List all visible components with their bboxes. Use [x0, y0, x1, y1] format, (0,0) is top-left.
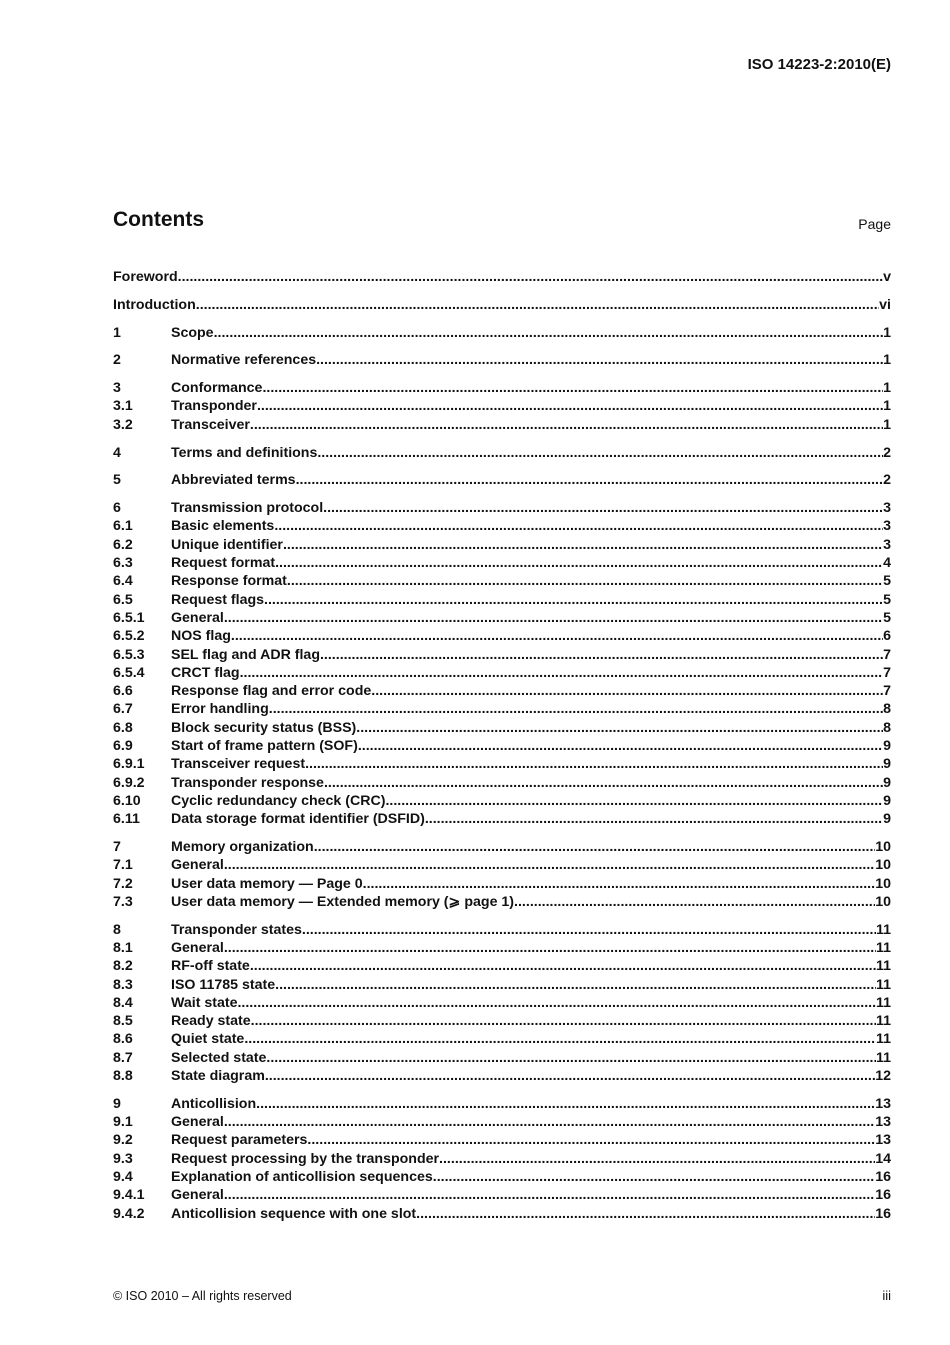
toc-entry-title: Transponder response	[171, 774, 324, 791]
toc-entry-page: 10	[875, 857, 891, 874]
toc-entry[interactable]	[113, 1168, 891, 1186]
toc-entry-number: 3.2	[113, 416, 133, 433]
toc-entry-page: 11	[876, 976, 891, 993]
toc-entry[interactable]	[113, 856, 891, 874]
toc-entry-number: 9.1	[113, 1114, 133, 1131]
page-column-label: Page	[858, 216, 891, 232]
toc-dot-leader	[269, 700, 883, 718]
toc-entry[interactable]	[113, 1067, 891, 1085]
toc-entry-page: 7	[883, 646, 891, 663]
toc-entry-page: 9	[883, 756, 891, 773]
toc-dot-leader	[274, 517, 883, 535]
toc-entry[interactable]	[113, 416, 891, 434]
toc-dot-leader	[237, 994, 876, 1012]
toc-entry[interactable]	[113, 1095, 891, 1113]
toc-entry[interactable]	[113, 1049, 891, 1067]
toc-entry[interactable]	[113, 994, 891, 1012]
toc-entry-title: Error handling	[171, 701, 269, 718]
toc-entry-number: 5	[113, 472, 121, 489]
toc-entry-number: 9.3	[113, 1150, 133, 1167]
toc-entry-page: 7	[883, 664, 891, 681]
toc-entry-page: 11	[876, 1049, 891, 1066]
toc-dot-leader	[244, 1030, 876, 1048]
toc-entry-number: 9.4.1	[113, 1187, 145, 1204]
toc-dot-leader	[251, 1012, 876, 1030]
toc-entry-title: Anticollision sequence with one slot	[171, 1205, 417, 1222]
toc-entry-title: General	[171, 940, 224, 956]
toc-entry[interactable]	[113, 499, 891, 517]
toc-dot-leader	[439, 1150, 875, 1168]
toc-dot-leader	[358, 737, 883, 755]
toc-entry[interactable]	[113, 1186, 891, 1204]
toc-entry-number: 7.1	[113, 857, 133, 874]
toc-entry[interactable]	[113, 1150, 891, 1168]
toc-entry[interactable]	[113, 517, 891, 535]
toc-entry-number: 6.9.2	[113, 774, 145, 791]
toc-entry-title: RF-off state	[171, 958, 250, 975]
toc-entry-number: 6.5.3	[113, 646, 145, 663]
toc-entry[interactable]	[113, 737, 891, 755]
toc-entry-title: Foreword	[113, 269, 178, 285]
toc-entry-number: 8.4	[113, 994, 133, 1011]
toc-entry-title: Terms and definitions	[171, 444, 318, 461]
toc-entry-title: Transceiver request	[171, 756, 306, 773]
toc-entry-page: 3	[883, 536, 891, 553]
toc-entry-title: Conformance	[171, 380, 263, 397]
toc-entry-number: 8.3	[113, 976, 133, 993]
toc-entry-title: Response flag and error code	[171, 683, 372, 700]
toc-entry-number: 8.5	[113, 1013, 133, 1030]
toc-entry-page: 1	[883, 398, 891, 415]
toc-entry-title: General	[171, 1114, 224, 1131]
toc-entry-page: 16	[875, 1169, 891, 1186]
toc-entry[interactable]	[113, 893, 891, 911]
toc-entry-title: Abbreviated terms	[171, 472, 296, 489]
toc-entry[interactable]	[113, 554, 891, 572]
toc-entry-number: 6.6	[113, 683, 133, 700]
toc-dot-leader	[305, 755, 883, 773]
toc-entry[interactable]	[113, 921, 891, 939]
toc-entry-number: 6	[113, 500, 121, 517]
toc-entry[interactable]	[113, 444, 891, 462]
toc-entry[interactable]	[113, 1012, 891, 1030]
toc-entry-page: 9	[883, 792, 891, 809]
toc-entry-page: 7	[883, 683, 891, 700]
toc-entry-page: 13	[875, 1095, 891, 1112]
toc-entry-number: 6.4	[113, 573, 133, 590]
toc-entry-title: Block security status (BSS)	[171, 719, 357, 736]
toc-entry-title: General	[171, 609, 224, 626]
toc-entry-page: 9	[883, 738, 891, 755]
toc-entry-page: 1	[883, 352, 891, 369]
toc-entry-number: 8.7	[113, 1049, 133, 1066]
toc-dot-leader	[314, 838, 876, 856]
toc-entry[interactable]	[113, 572, 891, 590]
toc-dot-leader	[275, 976, 876, 994]
toc-entry-title: User data memory — Page 0	[171, 875, 363, 892]
toc-entry-page: 16	[875, 1205, 891, 1222]
toc-dot-leader	[385, 792, 883, 810]
toc-entry-number: 8.6	[113, 1031, 133, 1048]
toc-entry-number: 6.10	[113, 792, 141, 809]
toc-dot-leader	[214, 324, 884, 342]
toc-entry-page: 2	[883, 472, 891, 489]
toc-entry-number: 6.9.1	[113, 756, 145, 773]
toc-entry-title: Unique identifier	[171, 536, 283, 553]
toc-dot-leader	[283, 536, 883, 554]
toc-entry[interactable]	[113, 324, 891, 342]
toc-entry-number: 1	[113, 324, 121, 341]
toc-entry-title: Basic elements	[171, 518, 275, 535]
toc-entry-title: Request processing by the transponder	[171, 1150, 440, 1167]
toc-entry-page: 5	[883, 609, 891, 626]
toc-entry-number: 4	[113, 444, 121, 461]
toc-dot-leader	[324, 774, 883, 792]
toc-dot-leader	[287, 572, 883, 590]
toc-entry-page: 8	[883, 719, 891, 736]
toc-entry-page: 12	[875, 1068, 891, 1085]
toc-entry-page: 2	[883, 444, 891, 461]
toc-entry[interactable]	[113, 296, 891, 314]
toc-entry[interactable]	[113, 1113, 891, 1131]
toc-entry-number: 7.3	[113, 893, 133, 910]
toc-entry[interactable]	[113, 471, 891, 489]
toc-dot-leader	[316, 351, 883, 369]
toc-entry-page: 10	[875, 839, 891, 856]
toc-entry-page: vi	[879, 296, 891, 313]
toc-entry[interactable]	[113, 627, 891, 645]
toc-dot-leader	[224, 1186, 875, 1204]
toc-dot-leader	[256, 1095, 875, 1113]
toc-dot-leader	[224, 856, 875, 874]
toc-entry[interactable]	[113, 609, 891, 627]
table-of-contents	[113, 268, 891, 1223]
document-id: ISO 14223-2:2010(E)	[747, 56, 891, 73]
toc-dot-leader	[371, 682, 883, 700]
toc-entry-page: 13	[875, 1132, 891, 1149]
toc-entry-title: Normative references	[171, 352, 317, 369]
toc-dot-leader	[433, 1168, 875, 1186]
toc-dot-leader	[266, 1049, 876, 1067]
toc-dot-leader	[363, 875, 876, 893]
toc-dot-leader	[264, 591, 883, 609]
toc-entry-page: 11	[876, 958, 891, 975]
toc-entry-title: State diagram	[171, 1068, 265, 1085]
toc-dot-leader	[323, 499, 883, 517]
toc-dot-leader	[416, 1205, 875, 1223]
toc-entry[interactable]	[113, 792, 891, 810]
toc-entry-page: v	[883, 269, 891, 285]
toc-entry-title: Start of frame pattern (SOF)	[171, 738, 358, 755]
toc-entry-page: 1	[883, 324, 891, 341]
toc-dot-leader	[514, 893, 875, 911]
toc-entry-number: 3	[113, 380, 121, 397]
toc-entry-page: 11	[876, 994, 891, 1011]
toc-entry[interactable]	[113, 755, 891, 773]
toc-dot-leader	[250, 416, 883, 434]
toc-entry-title: Transponder	[171, 398, 257, 415]
toc-entry-page: 1	[883, 380, 891, 397]
toc-dot-leader	[231, 627, 883, 645]
toc-entry-page: 5	[883, 573, 891, 590]
toc-dot-leader	[240, 664, 884, 682]
toc-entry-title: Ready state	[171, 1013, 251, 1030]
toc-dot-leader	[224, 1113, 875, 1131]
toc-entry-title: Scope	[171, 324, 214, 341]
toc-entry-title: Wait state	[171, 994, 238, 1011]
toc-entry-title: Transmission protocol	[171, 500, 324, 517]
toc-entry[interactable]	[113, 351, 891, 369]
toc-entry-page: 3	[883, 500, 891, 517]
toc-entry-title: Memory organization	[171, 839, 314, 856]
toc-entry-page: 14	[875, 1150, 891, 1167]
toc-entry-number: 9.4.2	[113, 1205, 145, 1222]
toc-dot-leader	[178, 268, 883, 286]
toc-entry[interactable]	[113, 379, 891, 397]
toc-entry-title: Quiet state	[171, 1031, 245, 1048]
toc-entry-number: 6.9	[113, 738, 133, 755]
toc-dot-leader	[356, 719, 883, 737]
toc-entry-number: 6.8	[113, 719, 133, 736]
toc-entry-number: 6.5.4	[113, 664, 145, 681]
toc-entry-page: 3	[883, 518, 891, 535]
toc-entry-number: 8	[113, 921, 121, 938]
toc-entry[interactable]	[113, 397, 891, 415]
toc-entry-title: Cyclic redundancy check (CRC)	[171, 792, 386, 809]
toc-entry-number: 8.2	[113, 958, 133, 975]
toc-entry[interactable]	[113, 268, 891, 286]
toc-entry-page: 11	[876, 1013, 891, 1030]
toc-entry-title: General	[171, 857, 224, 874]
toc-entry-number: 6.2	[113, 536, 133, 553]
toc-entry-number: 9.4	[113, 1169, 133, 1186]
toc-entry[interactable]	[113, 774, 891, 792]
toc-entry[interactable]	[113, 719, 891, 737]
toc-entry-page: 11	[876, 1031, 891, 1048]
toc-entry-page: 9	[883, 811, 891, 828]
toc-dot-leader	[307, 1131, 875, 1149]
toc-entry-page: 4	[883, 555, 891, 572]
toc-entry-title: Data storage format identifier (DSFID)	[171, 811, 425, 828]
toc-entry-page: 6	[883, 628, 891, 645]
toc-entry-page: 5	[883, 591, 891, 608]
toc-dot-leader	[196, 296, 879, 314]
toc-dot-leader	[302, 921, 876, 939]
toc-entry-number: 8.1	[113, 940, 133, 956]
toc-entry-title: NOS flag	[171, 628, 231, 645]
toc-entry[interactable]	[113, 700, 891, 718]
page-number: iii	[882, 1288, 891, 1303]
toc-entry-number: 3.1	[113, 398, 133, 415]
toc-entry-number: 2	[113, 352, 121, 369]
toc-entry-number: 7	[113, 839, 121, 856]
toc-dot-leader	[317, 444, 883, 462]
toc-entry-title: Introduction	[113, 296, 196, 313]
toc-entry[interactable]	[113, 810, 891, 828]
toc-entry-page: 13	[875, 1114, 891, 1131]
toc-entry-number: 7.2	[113, 875, 133, 892]
toc-entry-title: Request flags	[171, 591, 265, 608]
toc-dot-leader	[265, 1067, 875, 1085]
toc-entry-title: User data memory — Extended memory (⩾ page 1)	[171, 893, 515, 910]
toc-dot-leader	[296, 471, 884, 489]
toc-dot-leader	[224, 939, 876, 957]
toc-entry-number: 8.8	[113, 1068, 133, 1085]
toc-dot-leader	[262, 379, 883, 397]
toc-entry-number: 6.5.2	[113, 628, 145, 645]
toc-entry-title: Request format	[171, 555, 276, 572]
toc-dot-leader	[425, 810, 883, 828]
toc-entry-page: 11	[876, 940, 891, 956]
toc-entry[interactable]	[113, 1131, 891, 1149]
toc-entry-title: General	[171, 1187, 224, 1204]
toc-entry-page: 9	[883, 774, 891, 791]
toc-entry-title: Request parameters	[171, 1132, 308, 1149]
toc-entry-page: 10	[875, 875, 891, 892]
toc-entry-number: 9.2	[113, 1132, 133, 1149]
toc-entry-title: Transponder states	[171, 921, 302, 938]
toc-entry[interactable]	[113, 591, 891, 609]
toc-entry-number: 6.11	[113, 811, 140, 828]
toc-entry[interactable]	[113, 875, 891, 893]
toc-entry-number: 6.7	[113, 701, 133, 718]
toc-entry-title: Response format	[171, 573, 287, 590]
toc-entry[interactable]	[113, 957, 891, 975]
toc-entry-title: Anticollision	[171, 1095, 257, 1112]
toc-dot-leader	[275, 554, 883, 572]
toc-entry[interactable]	[113, 536, 891, 554]
toc-entry-page: 16	[875, 1187, 891, 1204]
toc-entry-title: ISO 11785 state	[171, 976, 276, 993]
toc-entry-number: 6.5	[113, 591, 133, 608]
toc-entry-title: Transceiver	[171, 416, 250, 433]
toc-entry[interactable]	[113, 939, 891, 957]
toc-entry-title: Explanation of anticollision sequences	[171, 1169, 433, 1186]
toc-entry[interactable]	[113, 664, 891, 682]
copyright-notice: © ISO 2010 – All rights reserved	[113, 1289, 292, 1303]
toc-entry-number: 9	[113, 1095, 121, 1112]
toc-entry-page: 10	[875, 893, 891, 910]
toc-entry[interactable]	[113, 1205, 891, 1223]
toc-entry-page: 8	[883, 701, 891, 718]
toc-entry-number: 6.5.1	[113, 609, 145, 626]
toc-entry[interactable]	[113, 646, 891, 664]
toc-dot-leader	[250, 957, 876, 975]
toc-entry-title: SEL flag and ADR flag	[171, 646, 320, 663]
toc-entry[interactable]	[113, 976, 891, 994]
toc-entry-number: 6.1	[113, 518, 133, 535]
toc-dot-leader	[257, 397, 883, 415]
toc-entry-page: 1	[883, 416, 891, 433]
contents-heading: Contents	[113, 208, 204, 231]
toc-entry[interactable]	[113, 682, 891, 700]
toc-entry-title: CRCT flag	[171, 664, 240, 681]
toc-entry-title: Selected state	[171, 1049, 267, 1066]
toc-entry-page: 11	[876, 921, 891, 938]
toc-entry-number: 6.3	[113, 555, 133, 572]
toc-dot-leader	[320, 646, 883, 664]
toc-entry[interactable]	[113, 1030, 891, 1048]
toc-entry[interactable]	[113, 838, 891, 856]
toc-dot-leader	[224, 609, 883, 627]
